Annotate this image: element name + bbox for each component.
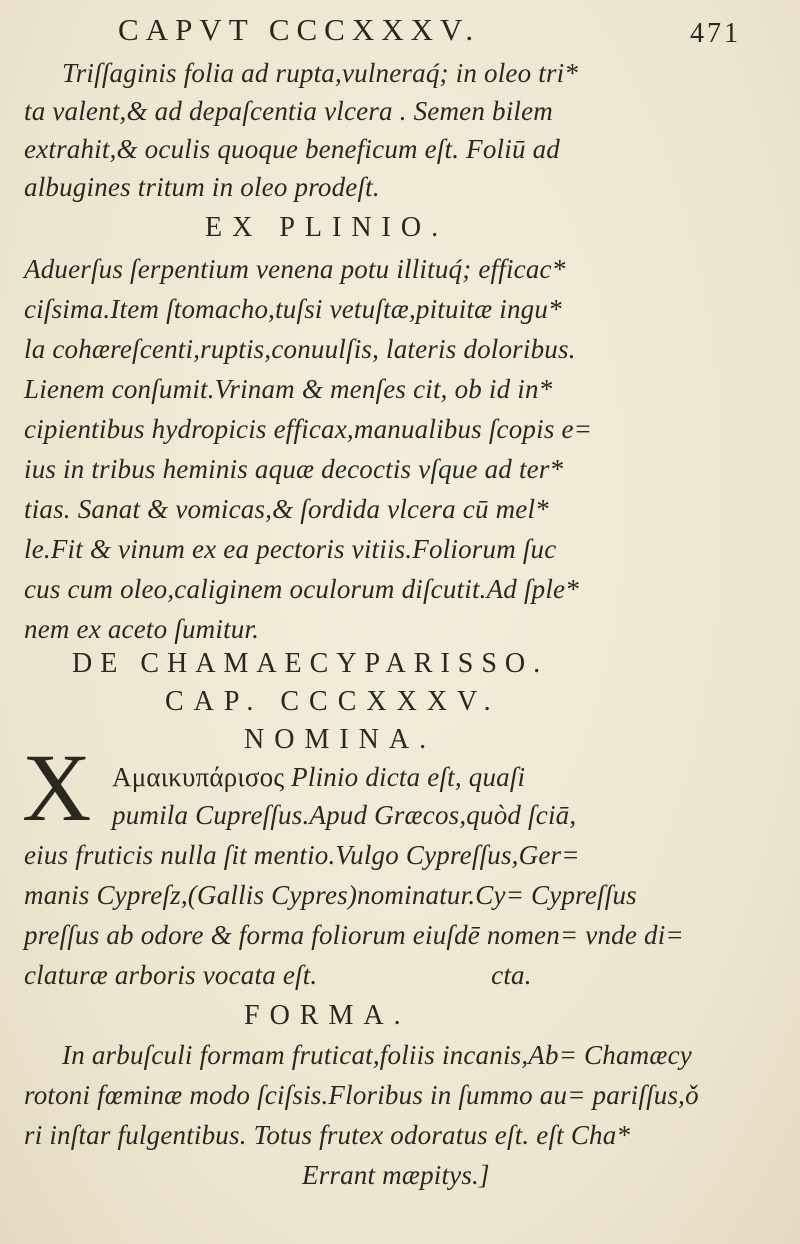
- text-line: pumila Cupreſſus.Apud Græcos,quòd ſciā,: [112, 800, 577, 830]
- page-header: [0, 6, 800, 52]
- page-number: 471: [690, 18, 741, 49]
- text-line: albugines tritum in oleo prodeſt.: [24, 172, 380, 202]
- text-line: cus cum oleo,caliginem oculorum diſcutit.Ad ſple*: [24, 574, 579, 604]
- section-heading-forma: FORMA.: [244, 1000, 411, 1031]
- section-heading-nomina: NOMINA.: [244, 724, 437, 755]
- text-line: Errant mæpitys.]: [24, 1160, 490, 1190]
- text-line: preſſus ab odore & forma foliorum eiuſdē nomen= vnde di=: [24, 920, 684, 950]
- text-line: [112, 762, 788, 793]
- text-line: extrahit,& oculis quoque beneficum eſt. Foliū ad: [24, 134, 560, 164]
- drop-initial: X: [22, 734, 92, 841]
- text-line: le.Fit & vinum ex ea pectoris vitiis.Foliorum ſuc: [24, 534, 557, 564]
- chapter-number: CAP. CCCXXXV.: [165, 686, 501, 717]
- text-line: In arbuſculi formam fruticat,foliis incanis,Ab= Chamæcy: [62, 1040, 692, 1070]
- text-line: Lienem conſumit.Vrinam & menſes cit, ob id in*: [24, 374, 553, 404]
- text-line: ta valent,& ad depaſcentia vlcera . Semen bilem: [24, 96, 553, 126]
- text-line: ius in tribus heminis aquæ decoctis vſque ad ter*: [24, 454, 564, 484]
- text-line: manis Cypreſz,(Gallis Cypres)nominatur.Cy= Cypreſſus: [24, 880, 637, 910]
- text-line: rotoni fœminæ modo ſciſsis.Floribus in ſummo au= pariſſus,ǒ: [24, 1080, 699, 1110]
- text-run: Plinio dicta eſt, quaſi: [284, 762, 526, 792]
- text-line: Triſſaginis folia ad rupta,vulneraq́; in oleo tri*: [62, 58, 579, 88]
- text-line: claturæ arboris vocata eſt. cta.: [24, 960, 532, 990]
- text-line: ri inſtar fulgentibus. Totus frutex odoratus eſt. eſt Cha*: [24, 1120, 631, 1150]
- text-line: la cohæreſcenti,ruptis,conuulſis, lateris doloribus.: [24, 334, 576, 364]
- chapter-title: DE CHAMAECYPARISSO.: [72, 648, 549, 679]
- text-line: cipientibus hydropicis efficax,manualibus ſcopis e=: [24, 414, 593, 444]
- running-head: CAPVT CCCXXXV.: [118, 12, 481, 47]
- section-heading-plinio: EX PLINIO.: [205, 212, 449, 243]
- text-line: eius fruticis nulla ſit mentio.Vulgo Cypreſſus,Ger=: [24, 840, 580, 870]
- greek-term: Αμαικυπάρισος: [112, 762, 285, 792]
- text-line: Aduerſus ſerpentium venena potu illituq́; efficac*: [24, 254, 566, 284]
- text-line: tias. Sanat & vomicas,& ſordida vlcera cū mel*: [24, 494, 549, 524]
- text-line: nem ex aceto ſumitur.: [24, 614, 260, 644]
- text-line: ciſsima.Item ſtomacho,tuſsi vetuſtæ,pituitæ ingu*: [24, 294, 562, 324]
